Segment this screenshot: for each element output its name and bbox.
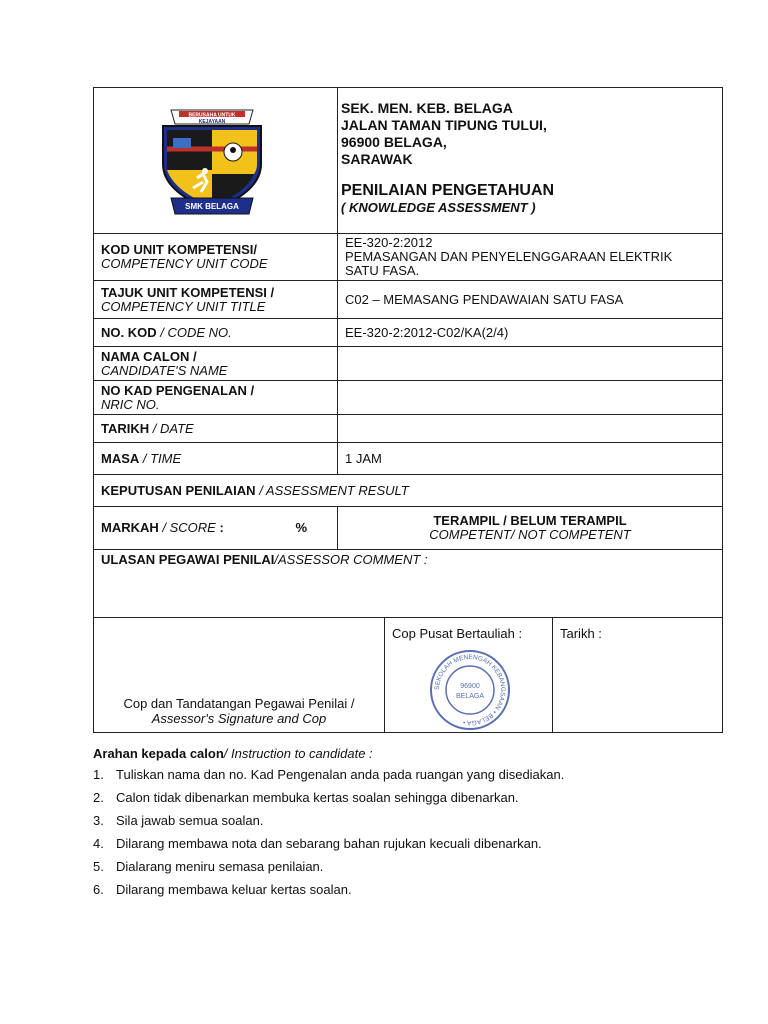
kod-unit-value [338,234,722,280]
list-item [93,859,723,874]
tajuk-unit-label [94,281,338,318]
nama-calon-label-bold: NAMA CALON / [101,348,197,364]
date-label: Tarikh : [560,626,602,641]
tarikh-field[interactable] [338,415,722,442]
crest-banner-text: SMK BELAGA [185,202,239,211]
row-no-kod [94,318,722,346]
school-crest-icon [157,104,267,222]
no-kod-label-italic: / CODE NO. [156,324,232,340]
list-item [93,767,723,782]
stamp-ring-text: SEKOLAH MENENGAH KEBANGSAAN • BELAGA • [433,653,507,727]
no-kad-field[interactable] [338,381,722,414]
kod-unit-label-bold: KOD UNIT KOMPETENSI/ [101,242,258,257]
competent-box [338,507,722,549]
row-tajuk-unit [94,280,722,318]
list-item-number: 5. [93,859,104,874]
list-item [93,882,723,897]
list-item-text: Calon tidak dibenarkan membuka kertas soalan sehingga dibenarkan. [116,790,519,805]
list-item-text: Sila jawab semua soalan. [116,813,264,828]
tarikh-label [94,415,338,442]
tajuk-unit-value: C02 – MEMASANG PENDAWAIAN SATU FASA [345,291,624,307]
markah-colon: : [215,520,224,535]
no-kod-value: EE-320-2:2012-C02/KA(2/4) [345,324,509,340]
date-box[interactable] [553,618,722,732]
masa-label-bold: MASA [101,450,140,466]
assessor-signature-box[interactable] [94,618,385,732]
crest-motto-bottom: KEJAYAAN [198,119,226,125]
stamp-center-line1: 96900 [460,683,480,690]
assessor-signature-line2: Assessor's Signature and Cop [151,711,327,726]
list-item [93,790,723,805]
school-info [338,88,722,233]
school-stamp-icon [428,648,512,732]
tajuk-unit-label-bold: TAJUK UNIT KOMPETENSI / [101,284,275,300]
no-kad-label-italic: NRIC NO. [101,396,160,412]
school-address-3: SARAWAK [341,151,413,167]
row-tarikh [94,414,722,442]
school-address-1: JALAN TAMAN TIPUNG TULUI, [341,117,547,133]
markah-label [94,507,338,549]
markah-label-bold: MARKAH [101,520,159,535]
school-address-2: 96900 BELAGA, [341,134,447,150]
kod-unit-value-line3: SATU FASA. [345,263,420,278]
nama-calon-label [94,347,338,380]
no-kad-label [94,381,338,414]
list-item-number: 2. [93,790,104,805]
tarikh-label-bold: TARIKH [101,420,150,436]
center-stamp-label: Cop Pusat Bertauliah : [392,626,523,641]
list-item-text: Dilarang membawa keluar kertas soalan. [116,882,352,897]
nama-calon-label-italic: CANDIDATE'S NAME [101,362,228,378]
tajuk-unit-label-italic: COMPETENCY UNIT TITLE [101,298,266,314]
list-item-number: 4. [93,836,104,851]
list-item-number: 6. [93,882,104,897]
masa-label [94,443,338,474]
ulasan-label-italic: /ASSESSOR COMMENT : [274,552,428,567]
row-kod-unit [94,233,722,280]
keputusan-label-italic: / ASSESSMENT RESULT [255,482,409,498]
kod-unit-value-line2: PEMASANGAN DAN PENYELENGGARAAN ELEKTRIK [345,249,673,264]
markah-label-italic: / SCORE [158,520,216,535]
no-kad-label-bold: NO KAD PENGENALAN / [101,382,255,398]
stamp-center-line2: BELAGA [455,693,485,700]
competent-label-italic: COMPETENT/ NOT COMPETENT [429,527,631,542]
kod-unit-value-line1: EE-320-2:2012 [345,235,433,250]
ulasan-label-bold: ULASAN PEGAWAI PENILAI [101,552,275,567]
row-ulasan [94,549,722,617]
list-item-text: Tuliskan nama dan no. Kad Pengenalan anda pada ruangan yang disediakan. [116,767,565,782]
page-title: PENILAIAN PENGETAHUAN [341,182,555,199]
assessment-form [93,87,723,733]
nama-calon-field[interactable] [338,347,722,380]
keputusan-label-bold: KEPUTUSAN PENILAIAN [101,482,256,498]
kod-unit-label-italic: COMPETENCY UNIT CODE [101,256,268,271]
row-masa [94,442,722,474]
page-subtitle: ( KNOWLEDGE ASSESSMENT ) [341,200,536,215]
logo-cell [94,88,338,233]
list-item-text: Dilarang membawa nota dan sebarang bahan rujukan kecuali dibenarkan. [116,836,542,851]
row-nama-calon [94,346,722,380]
masa-value: 1 JAM [345,450,382,466]
row-keputusan [94,474,722,506]
instructions-heading [93,746,723,761]
row-markah [94,506,722,549]
crest-motto-top: BERUSAHA UNTUK [188,112,236,119]
center-stamp-box [385,618,553,732]
row-signature [94,617,722,732]
no-kod-label-bold: NO. KOD [101,324,157,340]
instructions-heading-bold: Arahan kepada calon [93,746,224,761]
list-item-number: 1. [93,767,104,782]
tarikh-label-italic: / DATE [149,420,194,436]
instructions-heading-italic: / Instruction to candidate : [223,746,373,761]
ulasan-box[interactable] [94,550,722,617]
school-name: SEK. MEN. KEB. BELAGA [341,100,513,116]
form-header [94,88,722,233]
instructions-list [93,767,723,897]
instructions-section [93,746,723,905]
list-item [93,813,723,828]
kod-unit-label [94,234,338,280]
assessor-signature-line1: Cop dan Tandatangan Pegawai Penilai / [123,696,355,711]
list-item-number: 3. [93,813,104,828]
list-item [93,836,723,851]
keputusan-label [94,475,722,506]
no-kod-label [94,319,338,346]
masa-label-italic: / TIME [139,450,182,466]
list-item-text: Dialarang meniru semasa penilaian. [116,859,324,874]
markah-percent: % [295,520,307,535]
row-no-kad [94,380,722,414]
competent-label-bold: TERAMPIL / BELUM TERAMPIL [433,513,627,528]
